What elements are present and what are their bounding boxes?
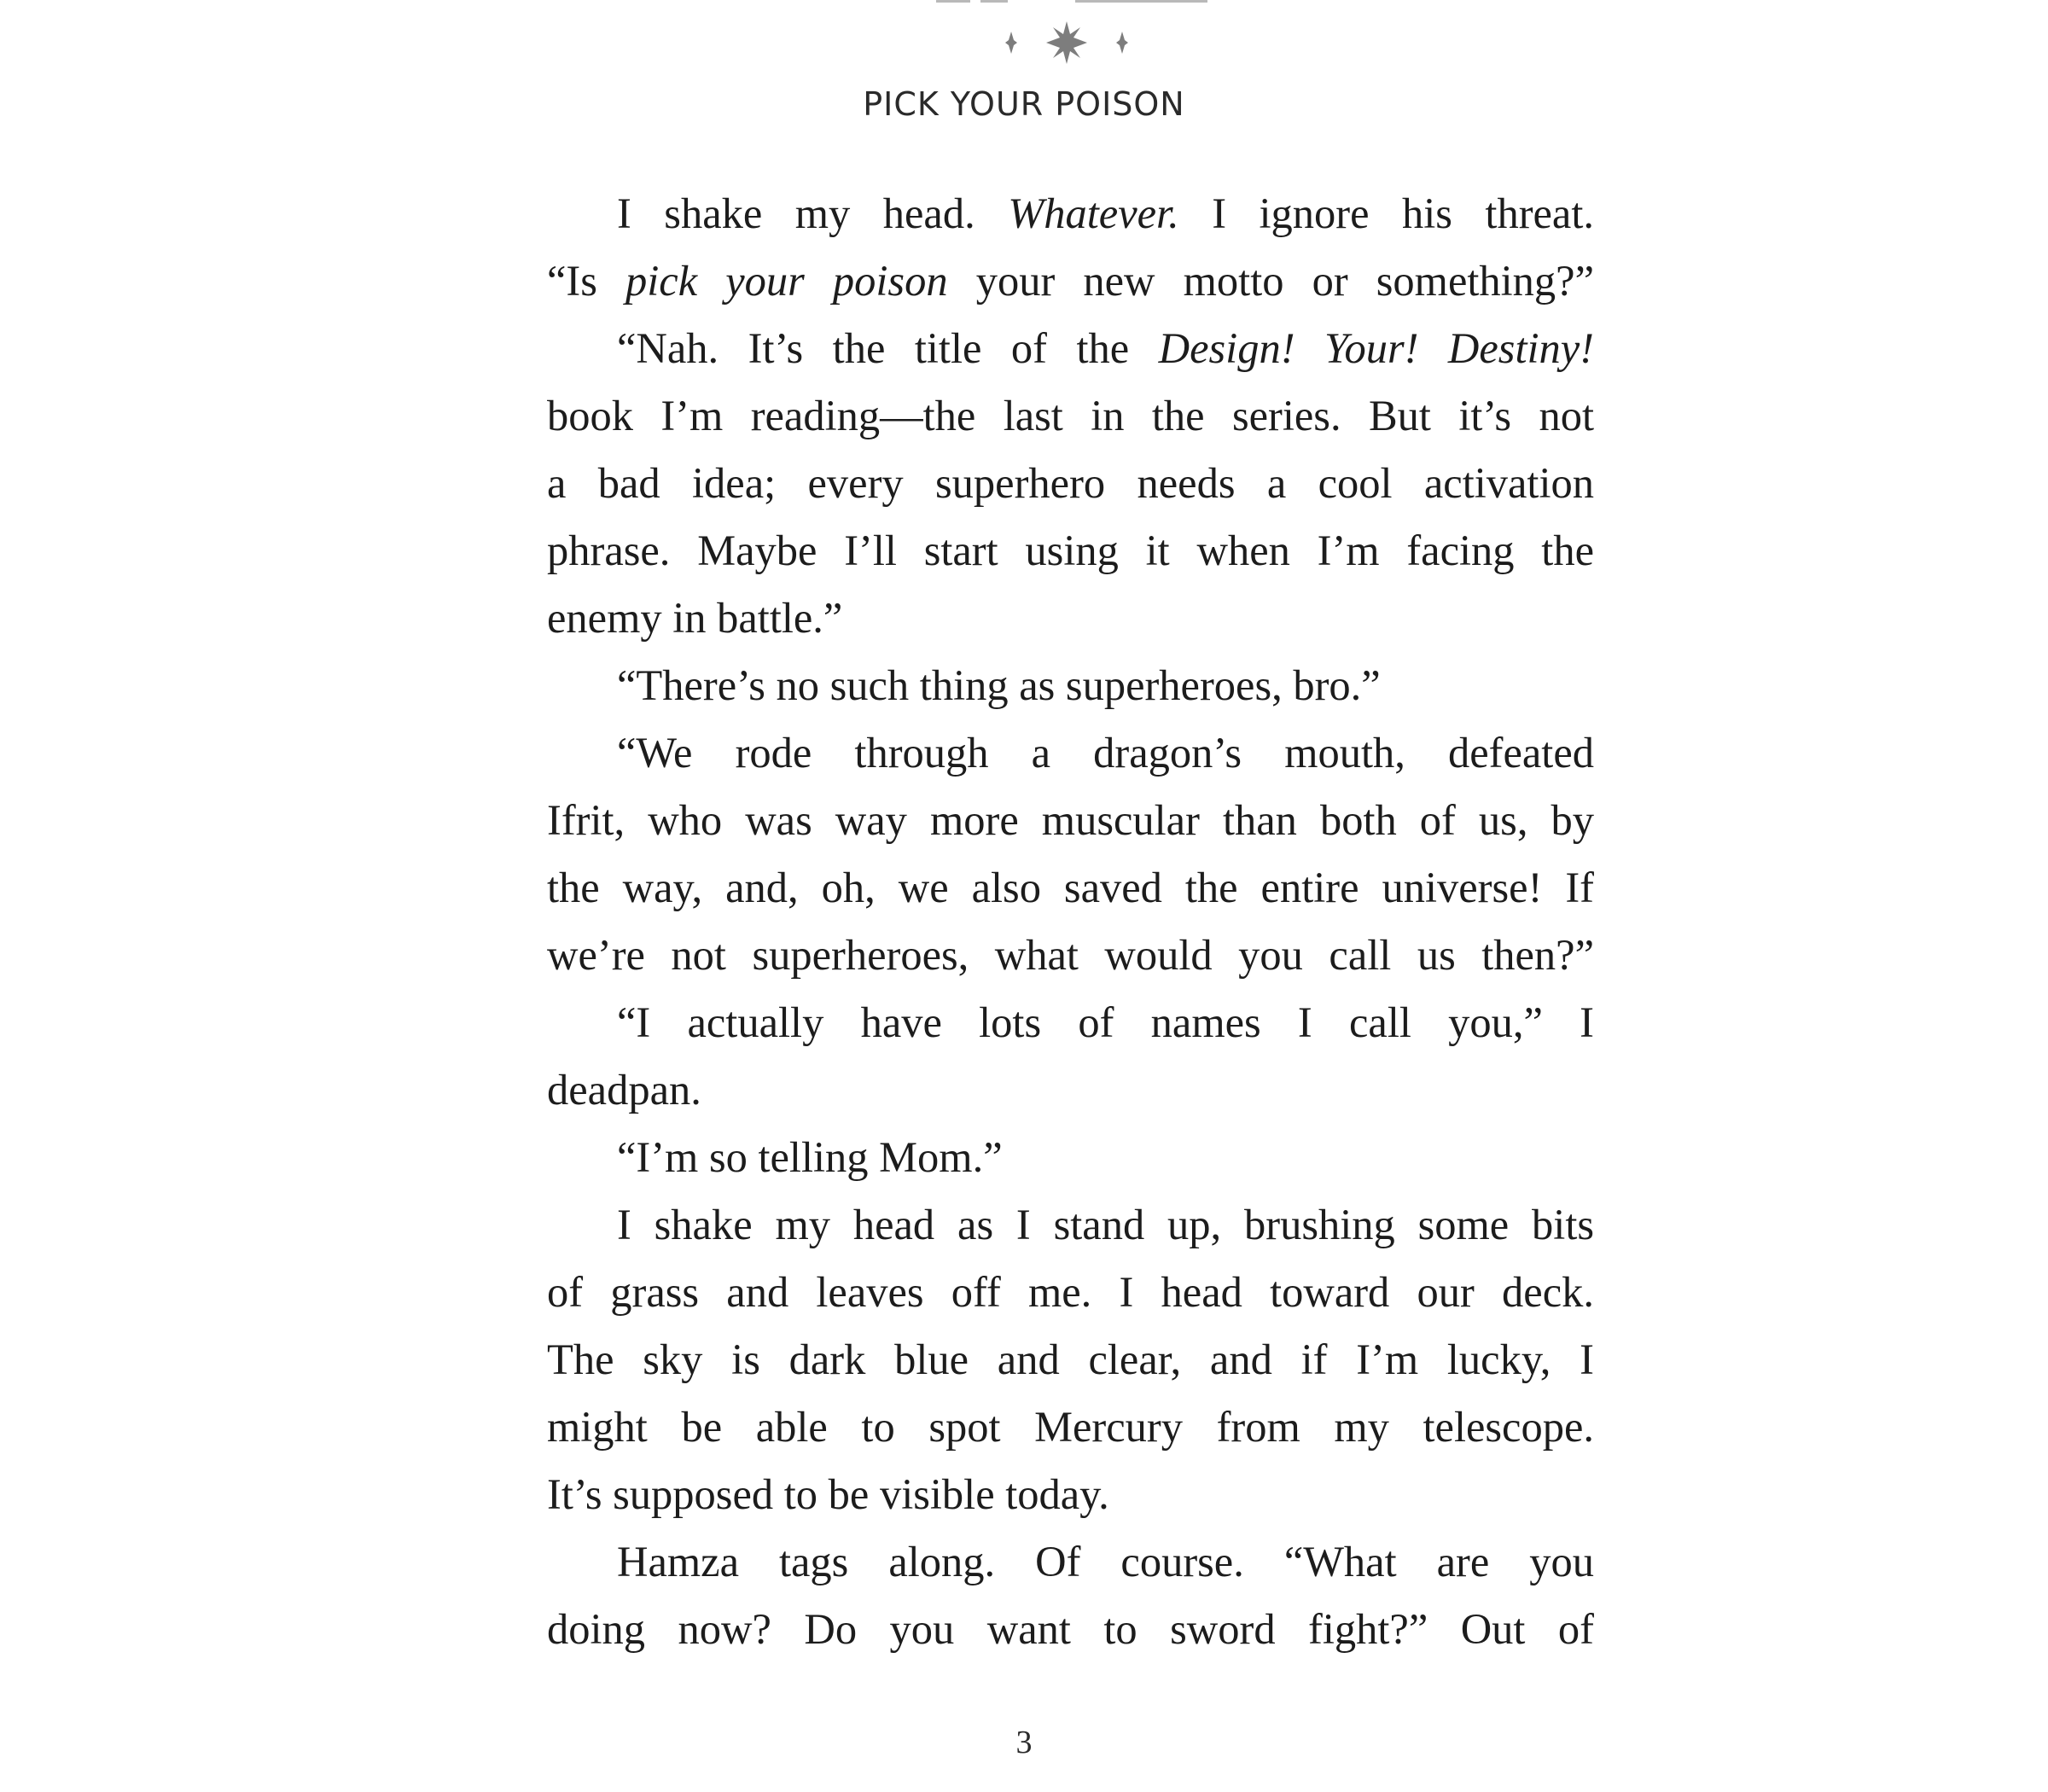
text-line: I shake my head. Whatever. I ignore his threat. bbox=[617, 189, 1594, 237]
text-line: I shake my head as I stand up, brushing some bits bbox=[617, 1201, 1594, 1248]
text-line: we’re not superheroes, what would you call us then?” bbox=[547, 931, 1594, 979]
text-line: “We rode through a dragon’s mouth, defeated bbox=[617, 729, 1594, 777]
text-line: The sky is dark blue and clear, and if I’m lucky, I bbox=[547, 1335, 1594, 1383]
text-line: Hamza tags along. Of course. “What are you bbox=[617, 1538, 1594, 1585]
text-line: deadpan. bbox=[547, 1066, 701, 1114]
text-line: the way, and, oh, we also saved the entire universe! If bbox=[547, 864, 1594, 911]
body-text bbox=[547, 183, 1594, 1666]
text-line: phrase. Maybe I’ll start using it when I’m facing the bbox=[547, 527, 1594, 574]
right-star-icon bbox=[1116, 32, 1128, 54]
text-line: might be able to spot Mercury from my telescope. bbox=[547, 1403, 1594, 1451]
sparkle-stars-icon bbox=[990, 17, 1143, 68]
text-line: “Nah. It’s the title of the Design! Your! Destiny! bbox=[617, 324, 1594, 372]
text-line: “I’m so telling Mom.” bbox=[617, 1133, 1003, 1181]
text-line: It’s supposed to be visible today. bbox=[547, 1470, 1109, 1518]
text-line: “There’s no such thing as superheroes, bro.” bbox=[617, 661, 1381, 709]
page-number: 3 bbox=[1015, 1725, 1033, 1760]
cropped-header-rule bbox=[926, 0, 1216, 3]
text-line: a bad idea; every superhero needs a cool activation bbox=[547, 459, 1594, 507]
text-line: “I actually have lots of names I call you,” I bbox=[617, 998, 1594, 1046]
text-line: “Is pick your poison your new motto or something?” bbox=[547, 257, 1594, 305]
text-line: doing now? Do you want to sword fight?” Out of bbox=[547, 1605, 1594, 1653]
center-star-icon bbox=[1046, 21, 1087, 64]
text-line: of grass and leaves off me. I head toward our deck. bbox=[547, 1268, 1594, 1316]
text-line: book I’m reading—the last in the series. But it’s not bbox=[547, 392, 1594, 439]
text-line: enemy in battle.” bbox=[547, 594, 843, 642]
running-head: PICK YOUR POISON bbox=[863, 85, 1185, 123]
left-star-icon bbox=[1005, 32, 1017, 54]
text-line: Ifrit, who was way more muscular than both of us, by bbox=[547, 796, 1594, 844]
